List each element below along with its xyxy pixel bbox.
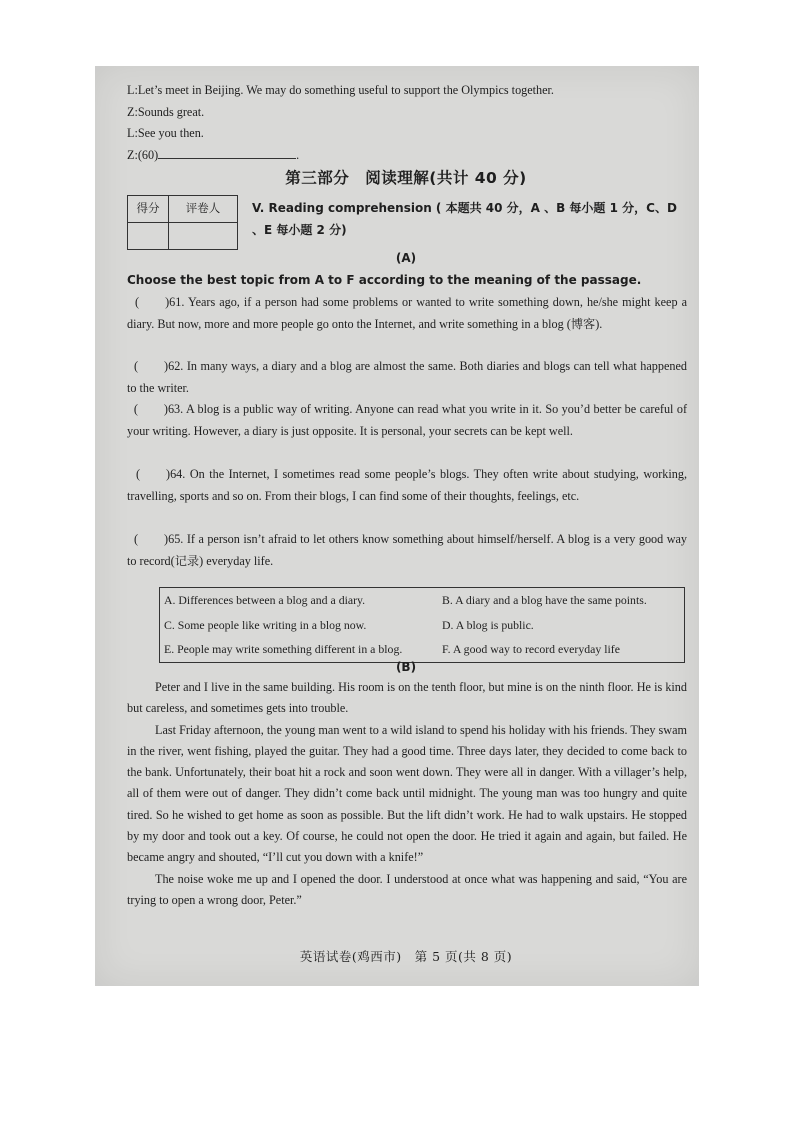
dialogue-line: Z:(60) . (127, 145, 685, 167)
dialogue-line: L:See you then. (127, 126, 204, 140)
reading-comprehension-heading: V. Reading comprehension ( 本题共 40 分，A 、B 每小题 1 分，C、D 、E 每小题 2 分) (252, 201, 677, 237)
question-number: )62. (164, 359, 184, 373)
section-title: 第三部分 阅读理解(共计 40 分) (285, 169, 527, 187)
option-b: B. A diary and a blog have the same points. (442, 593, 647, 607)
page-footer: 英语试卷(鸡西市) 第 5 页(共 8 页) (299, 949, 513, 964)
part-b-label: (B) (395, 660, 417, 674)
question-number: )63. (163, 402, 184, 416)
question-text: A blog is a public way of writing. Anyone can read what you write in it. So you’d better be careful of your writing. However, a diary is just opposite. It is personal, your secrets can be kept well. (127, 402, 687, 438)
question-text: On the Internet, I sometimes read some people’s blogs. They often write about studying, working, travelling, sports and so on. From their blogs, I can find some of their thoughts, feelings, etc. (127, 467, 687, 503)
question-64: ( )64. On the Internet, I sometimes read some people’s blogs. They often write about studying, working, travelling, sports and so on. From their blogs, I can find some of their thoughts, feelings, etc. (127, 467, 687, 503)
question-text: If a person isn’t afraid to let others know something about himself/herself. A blog is a very good way to record(记录) everyday life. (127, 532, 688, 568)
passage-paragraph: Last Friday afternoon, the young man went to a wild island to spend his holiday with his friends. They swam in the river, went fishing, played the guitar. They had a good time. Three days later, they decided to come back to the bank. Unfortunately, their boat hit a rock and soon went down. They were all in danger. With a villager’s help, all of them were out of danger. They didn’t come back until midnight. The young man was too hungry and quite tired. So he wished to get home as soon as possible. But the lift didn’t work. He had to walk upstairs. He stopped by my door and took out a key. Of course, he could not open the door. He tried it again and again, but failed. He became angry and shouted, “I’ll cut you down with a knife!” (127, 722, 687, 865)
option-c: C. Some people like writing in a blog now. (164, 618, 367, 632)
dialogue (127, 80, 685, 166)
question-63: ( )63. A blog is a public way of writing. Anyone can read what you write in it. So you’d better be careful of your writing. However, a diary is just opposite. It is personal, your secrets can be kept well. (127, 402, 687, 438)
score-cell[interactable] (128, 223, 169, 250)
score-table (127, 195, 238, 250)
question-60-label: Z:(60) (127, 147, 159, 162)
option-f: F. A good way to record everyday life (442, 642, 620, 656)
dialogue-line: Z:Sounds great. (127, 104, 205, 119)
question-62: ( )62. In many ways, a diary and a blog are almost the same. Both diaries and blogs can tell what happened to the writer. (127, 359, 688, 395)
grader-cell[interactable] (169, 223, 238, 250)
question-61: ( )61. Years ago, if a person had some problems or wanted to write something down, he/she might keep a diary. But now, more and more people go onto the Internet, and write something in a blog (博客). (127, 295, 687, 331)
grader-header: 评卷人 (169, 196, 238, 223)
option-a: A. Differences between a blog and a diary. (164, 593, 366, 607)
passage-paragraph: The noise woke me up and I opened the door. I understood at once what was happening and said, “You are trying to open a wrong door, Peter.” (127, 871, 687, 907)
page-content (127, 80, 688, 964)
part-a-instruction: Choose the best topic from A to F according to the meaning of the passage. (127, 273, 642, 287)
dialogue-line: L:Let’s meet in Beijing. We may do something useful to support the Olympics together. (127, 83, 554, 97)
question-text: In many ways, a diary and a blog are almost the same. Both diaries and blogs can tell what happened to the writer. (127, 359, 688, 395)
question-number: )64. (166, 467, 186, 481)
answer-blank-60[interactable] (158, 145, 296, 159)
part-a-label: (A) (395, 251, 417, 265)
part-b-passage (127, 677, 687, 911)
question-number: )61. (165, 295, 185, 309)
topic-options-box (159, 587, 685, 663)
question-65: ( )65. If a person isn’t afraid to let others know something about himself/herself. A blog is a very good way to record(记录) everyday life. (127, 532, 688, 568)
score-header: 得分 (128, 196, 169, 223)
question-text: Years ago, if a person had some problems or wanted to write something down, he/she might keep a diary. But now, more and more people go onto the Internet, and write something in a blog (博客). (127, 295, 687, 331)
scanned-exam-page (95, 66, 699, 986)
option-d: D. A blog is public. (442, 618, 534, 632)
passage-paragraph: Peter and I live in the same building. His room is on the tenth floor, but mine is on the ninth floor. He is kind but careless, and sometimes gets into trouble. (127, 680, 687, 716)
option-e: E. People may write something different in a blog. (164, 642, 403, 656)
question-number: )65. (164, 532, 184, 546)
